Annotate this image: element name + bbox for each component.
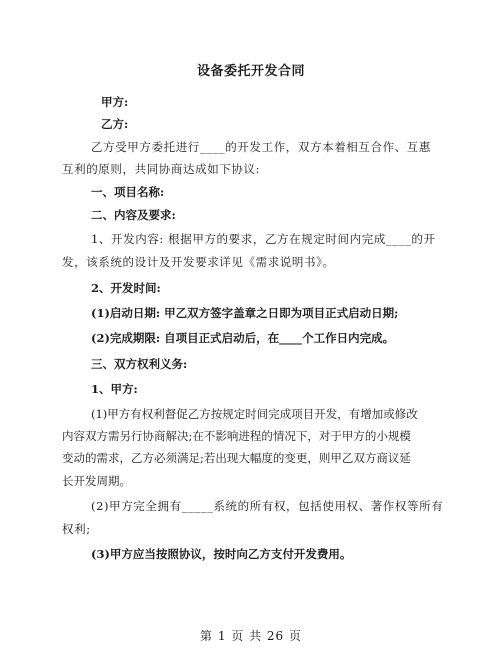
document-title: 设备委托开发合同 — [196, 64, 305, 79]
section-2-1-line-1: 1、开发内容: 根据甲方的要求，乙方在规定时间内完成____的开 — [91, 232, 436, 246]
intro-paragraph-line-2: 互利的原则，共同协商达成如下协议: — [62, 162, 261, 176]
section-2-1-line-2: 发，该系统的设计及开发要求详见《需求说明书》。 — [62, 255, 335, 269]
section-3-1-item-1-line-1: (1)甲方有权利督促乙方按规定时间完成项目开发，有增加或修改 — [91, 407, 418, 421]
section-3-1-item-2-line-1: (2)甲方完全拥有_____系统的所有权，包括使用权、著作权等所有 — [91, 499, 444, 513]
section-3-1-item-1-line-3: 变动的需求，乙方必须满足;若出现大幅度的变更，则甲乙双方商议延 — [62, 451, 411, 465]
section-2-heading: 二、内容及要求: — [91, 208, 176, 222]
section-3-1-item-1-line-2: 内容双方需另行协商解决;在不影响进程的情况下，对于甲方的小规模 — [62, 429, 411, 443]
section-1-heading: 一、项目名称: — [91, 185, 165, 199]
section-2-2-item-1: (1)启动日期: 甲乙双方签字盖章之日即为项目正式启动日期; — [91, 306, 399, 320]
section-3-1-item-2-line-2: 权利; — [62, 522, 91, 536]
section-3-1-item-3: (3)甲方应当按照协议，按时向乙方支付开发费用。 — [91, 547, 352, 561]
section-3-1-heading: 1、甲方: — [91, 382, 138, 396]
party-a-label: 甲方: — [101, 95, 129, 109]
page-number-indicator: 第 1 页 共 26 页 — [200, 629, 302, 643]
section-2-2-heading: 2、开发时间: — [91, 281, 161, 295]
section-3-1-item-1-line-4: 长开发周期。 — [62, 474, 131, 488]
section-2-2-item-2: (2)完成期限: 自项目正式启动后，在____个工作日内完成。 — [91, 331, 395, 345]
section-3-heading: 三、双方权利义务: — [91, 357, 188, 371]
party-b-label: 乙方: — [101, 117, 129, 131]
intro-paragraph-line-1: 乙方受甲方委托进行____的开发工作，双方本着相互合作、互惠 — [91, 140, 431, 154]
